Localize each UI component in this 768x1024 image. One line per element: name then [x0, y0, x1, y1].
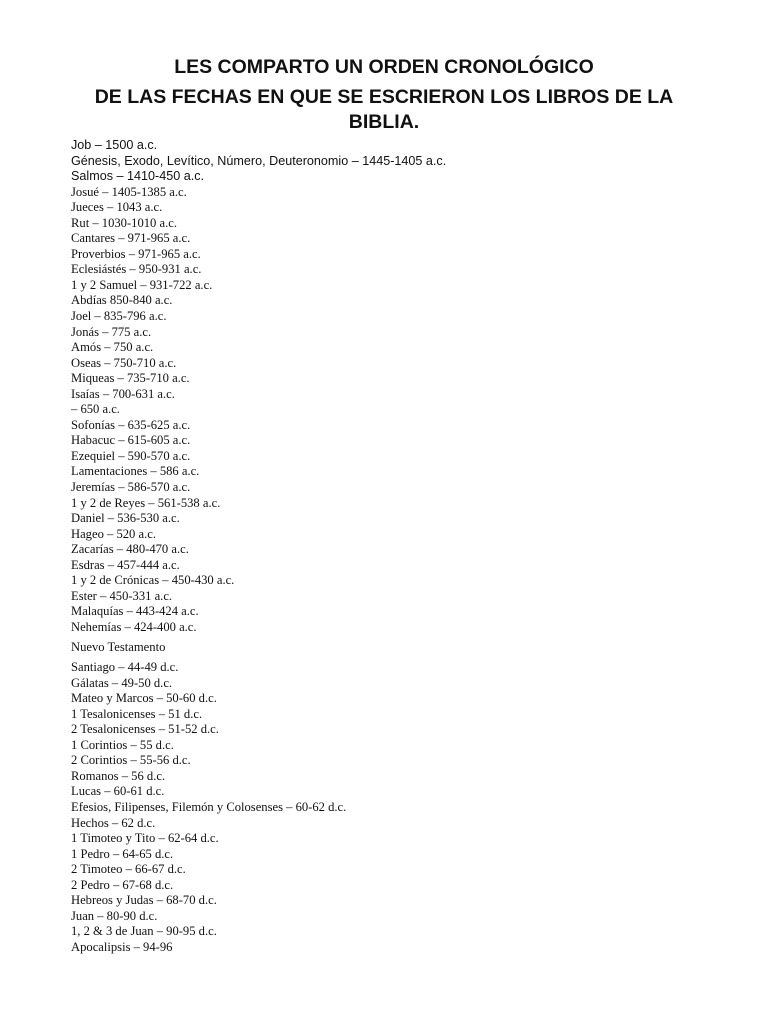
- list-item: Sofonías – 635-625 a.c.: [71, 417, 191, 432]
- list-item: Santiago – 44-49 d.c.: [71, 660, 179, 675]
- list-item: 2 Pedro – 67-68 d.c.: [71, 877, 174, 892]
- list-item: Nehemías – 424-400 a.c.: [71, 619, 197, 634]
- list-item: Hageo – 520 a.c.: [71, 526, 156, 541]
- list-item: Efesios, Filipenses, Filemón y Colosenses – 60-62 d.c.: [71, 799, 347, 814]
- old-testament-list: [71, 138, 751, 636]
- new-testament-list: [71, 660, 751, 955]
- list-item: Romanos – 56 d.c.: [71, 768, 166, 783]
- list-item: Amós – 750 a.c.: [71, 340, 154, 355]
- document-title-line-1: LES COMPARTO UN ORDEN CRONOLÓGICO: [174, 56, 594, 78]
- list-item: 2 Timoteo – 66-67 d.c.: [71, 862, 186, 877]
- list-item: Oseas – 750-710 a.c.: [71, 355, 177, 370]
- list-item: 1 Pedro – 64-65 d.c.: [71, 846, 174, 861]
- list-item: Apocalipsis – 94-96: [71, 939, 173, 954]
- list-item: Jeremías – 586-570 a.c.: [71, 480, 191, 495]
- list-item: Zacarías – 480-470 a.c.: [71, 542, 189, 557]
- list-item: Esdras – 457-444 a.c.: [71, 557, 180, 572]
- list-item: 1 y 2 Samuel – 931-722 a.c.: [71, 277, 213, 292]
- list-item: Gálatas – 49-50 d.c.: [71, 675, 173, 690]
- list-item: – 650 a.c.: [71, 402, 120, 417]
- list-item: Ester – 450-331 a.c.: [71, 588, 173, 603]
- list-item: 2 Tesalonicenses – 51-52 d.c.: [71, 722, 219, 737]
- list-item: 1 y 2 de Reyes – 561-538 a.c.: [71, 495, 221, 510]
- list-item: Rut – 1030-1010 a.c.: [71, 215, 177, 230]
- document-title-line-2: DE LAS FECHAS EN QUE SE ESCRIERON LOS LIBROS DE LA BIBLIA.: [94, 86, 674, 133]
- list-item: Mateo y Marcos – 50-60 d.c.: [71, 691, 217, 706]
- list-item: Lamentaciones – 586 a.c.: [71, 464, 200, 479]
- list-item: Josué – 1405-1385 a.c.: [71, 184, 187, 199]
- list-item: Proverbios – 971-965 a.c.: [71, 246, 201, 261]
- new-testament-heading: Nuevo Testamento: [71, 639, 166, 654]
- list-item: 1, 2 & 3 de Juan – 90-95 d.c.: [71, 924, 217, 939]
- list-item: Juan – 80-90 d.c.: [71, 908, 158, 923]
- list-item: Génesis, Exodo, Levítico, Número, Deuteronomio – 1445-1405 a.c.: [71, 153, 447, 168]
- list-item: Joel – 835-796 a.c.: [71, 309, 167, 324]
- list-item: Cantares – 971-965 a.c.: [71, 231, 191, 246]
- list-item: Jueces – 1043 a.c.: [71, 200, 163, 215]
- book-list: [71, 138, 751, 955]
- list-item: Abdías 850-840 a.c.: [71, 293, 173, 308]
- list-item: 2 Corintios – 55-56 d.c.: [71, 753, 191, 768]
- list-item: Lucas – 60-61 d.c.: [71, 784, 165, 799]
- list-item: Eclesiástés – 950-931 a.c.: [71, 262, 202, 277]
- list-item: 1 Timoteo y Tito – 62-64 d.c.: [71, 831, 219, 846]
- list-item: Miqueas – 735-710 a.c.: [71, 371, 190, 386]
- list-item: Malaquías – 443-424 a.c.: [71, 604, 199, 619]
- list-item: Job – 1500 a.c.: [71, 138, 158, 152]
- list-item: Hebreos y Judas – 68-70 d.c.: [71, 893, 217, 908]
- list-item: Jonás – 775 a.c.: [71, 324, 152, 339]
- list-item: Salmos – 1410-450 a.c.: [71, 169, 205, 184]
- list-item: Isaías – 700-631 a.c.: [71, 386, 175, 401]
- list-item: 1 Corintios – 55 d.c.: [71, 737, 174, 752]
- list-item: Daniel – 536-530 a.c.: [71, 511, 180, 526]
- list-item: 1 Tesalonicenses – 51 d.c.: [71, 706, 203, 721]
- list-item: 1 y 2 de Crónicas – 450-430 a.c.: [71, 573, 235, 588]
- list-item: Habacuc – 615-605 a.c.: [71, 433, 191, 448]
- list-item: Ezequiel – 590-570 a.c.: [71, 448, 191, 463]
- list-item: Hechos – 62 d.c.: [71, 815, 156, 830]
